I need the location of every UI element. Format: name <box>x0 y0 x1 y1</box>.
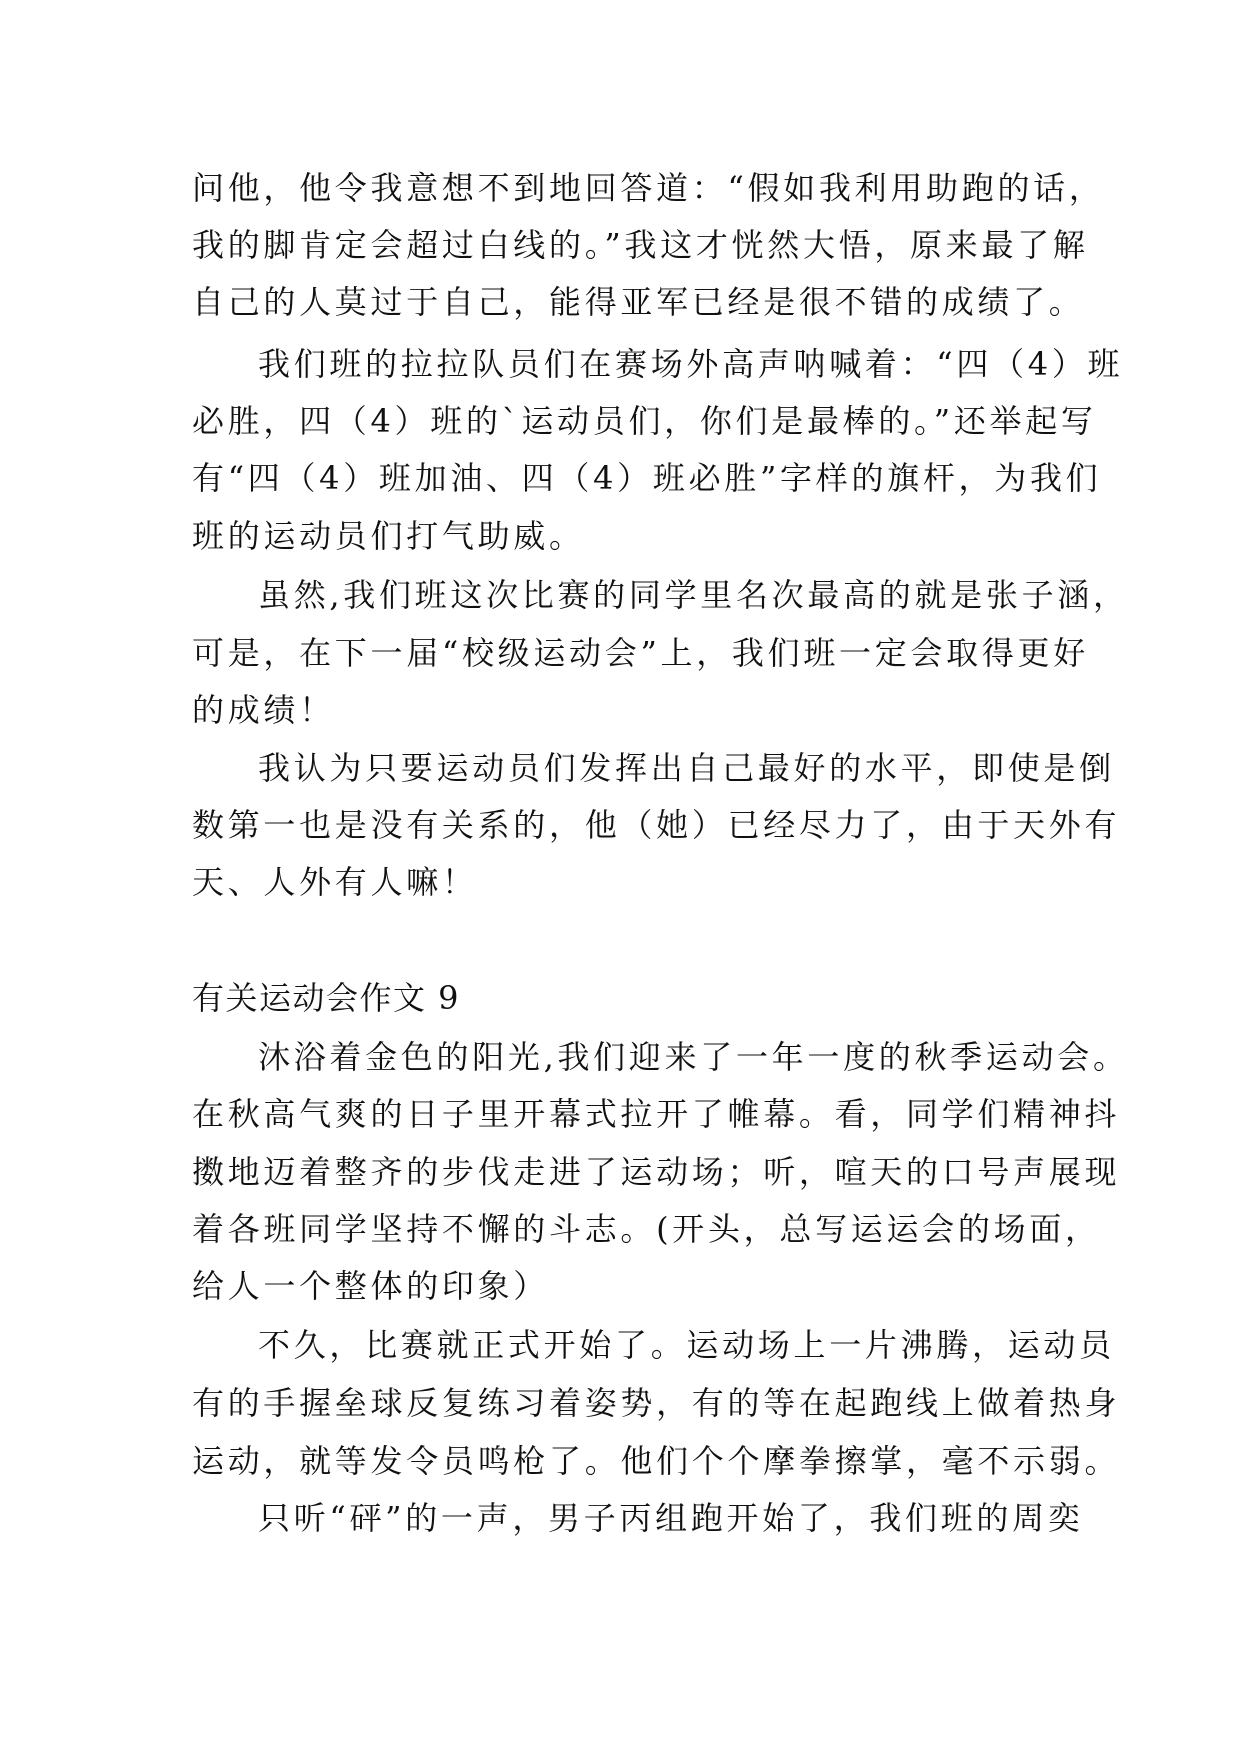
text-line: 擞地迈着整齐的步伐走进了运动场；听，喧天的口号声展现 <box>192 1153 1121 1191</box>
text-line: 有的手握垒球反复练习着姿势，有的等在起跑线上做着热身 <box>192 1384 1121 1422</box>
text-line: 我认为只要运动员们发挥出自己最好的水平，即使是倒 <box>258 749 1115 787</box>
text-line: 在秋高气爽的日子里开幕式拉开了帷幕。看，同学们精神抖 <box>192 1095 1121 1133</box>
text-line: 有“四（4）班加油、四（4）班必胜”字样的旗杆，为我们 <box>192 459 1102 497</box>
text-line: 班的运动员们打气助威。 <box>192 517 585 555</box>
text-line: 必胜，四（4）班的`运动员们，你们是最棒的。”还举起写 <box>192 402 1097 440</box>
text-line: 沐浴着金色的阳光,我们迎来了一年一度的秋季运动会。 <box>258 1038 1129 1076</box>
text-line: 我的脚肯定会超过白线的。”我这才恍然大悟，原来最了解 <box>192 226 1089 264</box>
section-heading: 有关运动会作文 9 <box>192 979 461 1017</box>
text-line: 给人一个整体的印象） <box>192 1267 550 1305</box>
text-line: 问他，他令我意想不到地回答道：“假如我利用助跑的话， <box>192 169 1105 207</box>
text-line: 只听“砰”的一声，男子丙组跑开始了，我们班的周奕 <box>258 1499 1084 1537</box>
text-line: 不久，比赛就正式开始了。运动场上一片沸腾，运动员 <box>258 1326 1115 1364</box>
text-line: 自己的人莫过于自己，能得亚军已经是很不错的成绩了。 <box>192 283 1085 321</box>
text-line: 的成绩！ <box>192 691 335 729</box>
text-line: 数第一也是没有关系的，他（她）已经尽力了，由于天外有 <box>192 806 1121 844</box>
text-line: 我们班的拉拉队员们在赛场外高声呐喊着：“四（4）班 <box>258 345 1124 383</box>
text-line: 着各班同学坚持不懈的斗志。(开头，总写运运会的场面， <box>192 1210 1101 1248</box>
text-line: 可是，在下一届“校级运动会”上，我们班一定会取得更好 <box>192 634 1089 672</box>
text-line: 虽然,我们班这次比赛的同学里名次最高的就是张子涵， <box>258 576 1129 614</box>
text-line: 运动，就等发令员鸣枪了。他们个个摩拳擦掌，毫不示弱。 <box>192 1442 1121 1480</box>
text-line: 天、人外有人嘛！ <box>192 863 478 901</box>
